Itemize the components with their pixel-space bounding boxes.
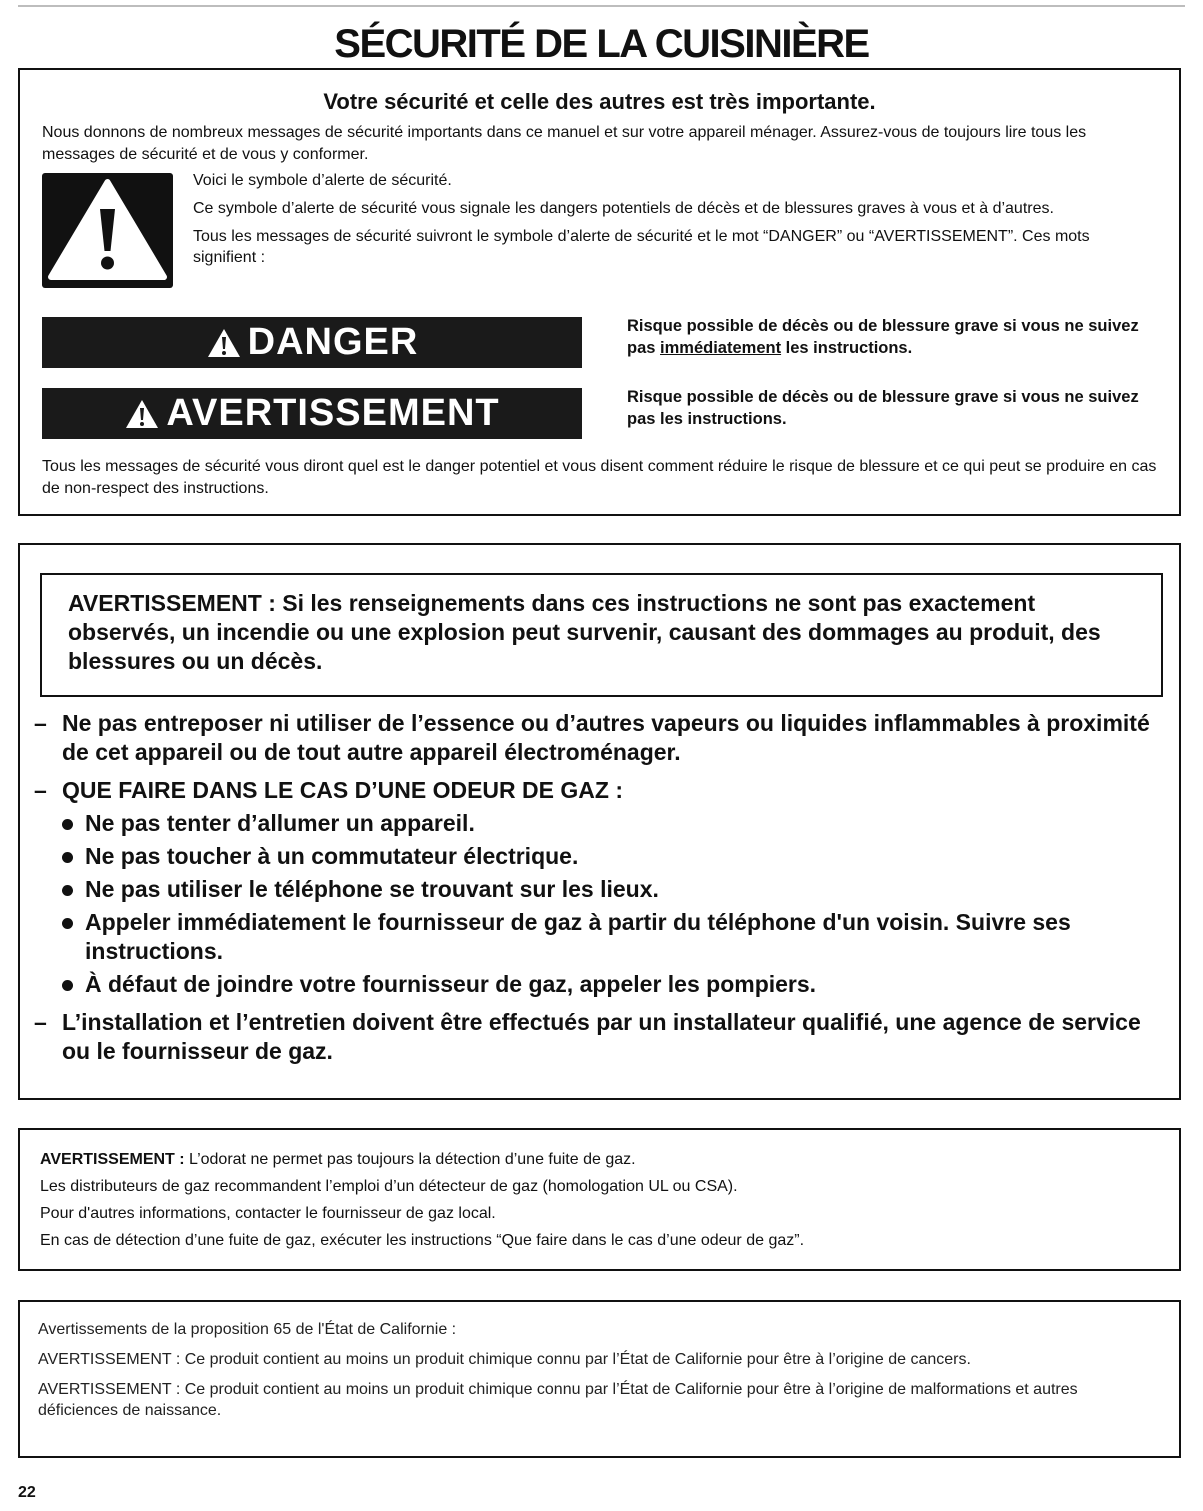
boxed-warning [40,573,1163,697]
page-title: SÉCURITÉ DE LA CUISINIÈRE [334,22,869,66]
bullet-icon [62,819,73,830]
gas-warning-box [18,543,1181,1100]
bullet-item [62,970,1165,999]
list-item [34,709,1165,767]
bullet-item [62,809,1165,838]
warning-triangle-icon [42,173,173,288]
prop65-heading: Avertissements de la proposition 65 de l'État de Californie : [38,1321,457,1338]
top-rule [18,5,1185,7]
bullet-item [62,875,1165,904]
detection-line: Les distributeurs de gaz recommandent l’emploi d’un détecteur de gaz (homologation UL ou CSA). [40,1178,738,1195]
warning-signal-bar [42,388,582,439]
symbol-line: Voici le symbole d’alerte de sécurité. [193,172,452,189]
bullet-text: À défaut de joindre votre fournisseur de gaz, appeler les pompiers. [85,971,817,997]
bullet-text: Ne pas tenter d’allumer un appareil. [85,810,475,836]
symbol-line: Tous les messages de sécurité suivront le symbole d’alerte de sécurité et le mot “DANGER” ou “AVERTISSEMENT”. Ces mots signifient : [193,228,1090,266]
danger-signal-bar [42,317,582,368]
warning-description: Risque possible de décès ou de blessure grave si vous ne suivez pas les instructions. [627,388,1139,428]
bullet-text: Appeler immédiatement le fournisseur de gaz à partir du téléphone d'un voisin. Suivre ses instructions. [85,909,1071,964]
danger-label: DANGER [247,321,419,363]
gas-instructions-list [34,709,1165,1075]
bullet-icon [62,980,73,991]
safety-heading: Votre sécurité et celle des autres est très importante. [323,89,876,114]
bullet-text: Ne pas toucher à un commutateur électrique. [85,843,579,869]
warning-triangle-icon [206,327,242,359]
list-item [34,1008,1165,1066]
detection-line-text: L’odorat ne permet pas toujours la détection d’une fuite de gaz. [184,1151,636,1168]
item-text: L’installation et l’entretien doivent être effectués par un installateur qualifié, une agence de service ou le fournisseur de gaz. [62,1009,1141,1064]
detection-line [40,1146,1159,1173]
prop65-text [38,1319,1119,1430]
bullet-item [62,908,1165,966]
bullet-icon [62,852,73,863]
danger-description [627,315,1169,359]
dash-marker: – [34,710,47,736]
danger-desc-text-end: les instructions. [781,339,913,357]
warning-label: AVERTISSEMENT : [40,1151,185,1168]
safety-intro-box [18,68,1181,516]
dash-marker: – [34,777,47,803]
boxed-warning-text: AVERTISSEMENT : Si les renseignements dans ces instructions ne sont pas exactement observés, un incendie ou une explosion peut survenir, causant des dommages au produit, des blessures ou un décès. [68,590,1101,674]
detection-line: Pour d'autres informations, contacter le fournisseur de gaz local. [40,1205,496,1222]
list-item [34,776,1165,999]
danger-desc-text: Risque possible de décès ou de blessure grave si vous ne suivez pas [627,317,1139,357]
bullet-item [62,842,1165,871]
bullet-icon [62,885,73,896]
warning-triangle-icon [124,398,160,430]
dash-marker: – [34,1009,47,1035]
symbol-explanation [193,170,1149,275]
bullet-text: Ne pas utiliser le téléphone se trouvant sur les lieux. [85,876,659,902]
prop65-warning: AVERTISSEMENT : Ce produit contient au moins un produit chimique connu par l’État de Californie pour être à l’origine de cancers. [38,1351,971,1368]
bullet-icon [62,918,73,929]
warning-label: AVERTISSEMENT [166,392,500,434]
detection-line: En cas de détection d’une fuite de gaz, exécuter les instructions “Que faire dans le cas d’une odeur de gaz”. [40,1232,805,1249]
symbol-line: Ce symbole d’alerte de sécurité vous signale les dangers potentiels de décès et de blessures graves à vous et à d’autres. [193,200,1054,217]
gas-detection-box [18,1128,1181,1271]
prop65-box [18,1300,1181,1458]
prop65-warning: AVERTISSEMENT : Ce produit contient au moins un produit chimique connu par l’État de Californie pour être à l’origine de malformations et autres déficiences de naissance. [38,1381,1078,1419]
safety-outro-text: Tous les messages de sécurité vous diront quel est le danger potentiel et vous disent comment réduire le risque de blessure et ce qui peut se produire en cas de non-respect des instructions. [42,458,1157,497]
danger-desc-emphasis: immédiatement [660,339,782,357]
gas-odor-bullets [62,809,1165,999]
gas-detection-text [40,1146,1159,1254]
page-number: 22 [18,1484,36,1501]
safety-intro-text: Nous donnons de nombreux messages de sécurité importants dans ce manuel et sur votre appareil ménager. Assurez-vous de toujours lire tous les messages de sécurité et de vous y conformer. [42,124,1087,163]
item-text: QUE FAIRE DANS LE CAS D’UNE ODEUR DE GAZ : [62,777,623,803]
item-text: Ne pas entreposer ni utiliser de l’essence ou d’autres vapeurs ou liquides inflammables à proximité de cet appareil ou de tout autre appareil électroménager. [62,710,1150,765]
